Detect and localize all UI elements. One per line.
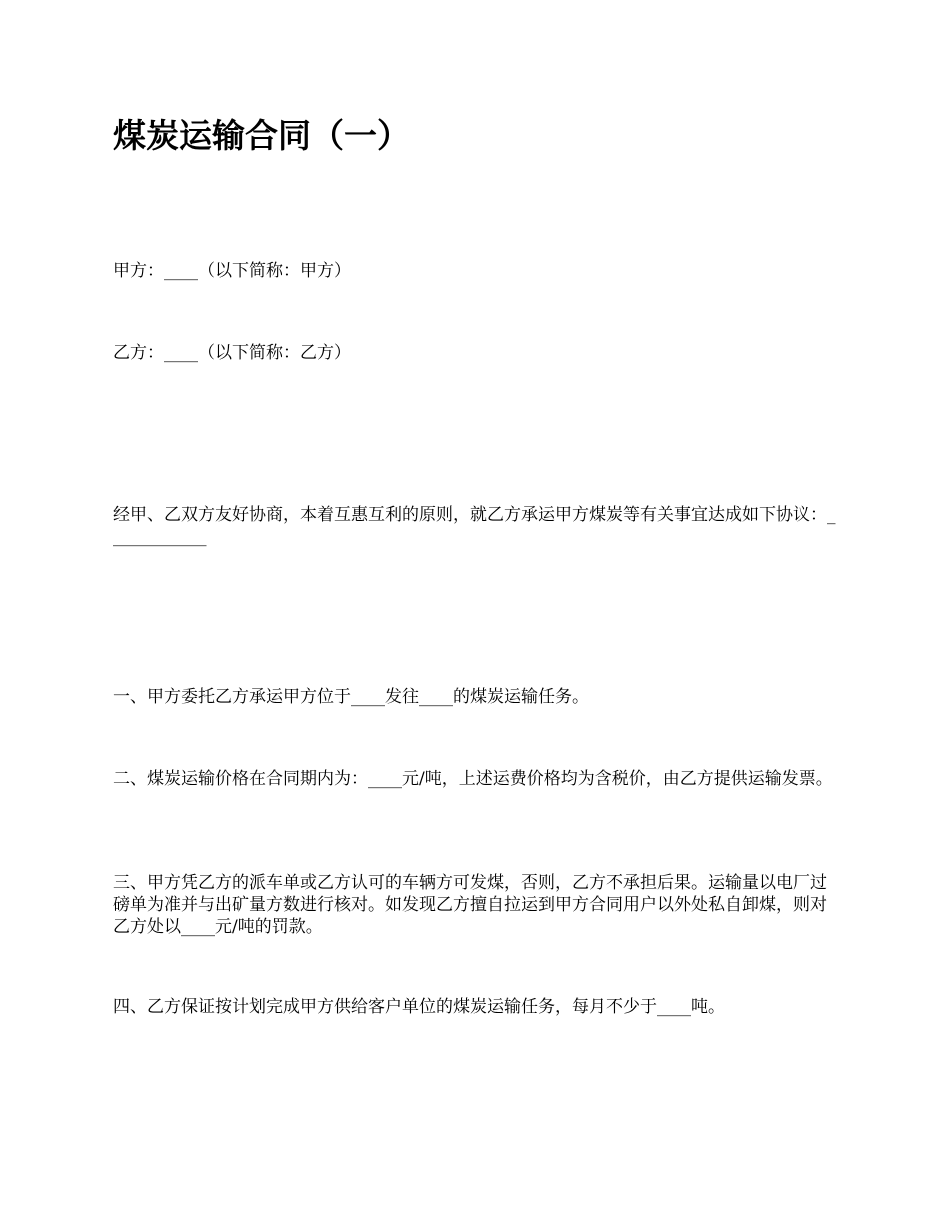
intro-paragraph: 经甲、乙双方友好协商，本着互惠互利的原则，就乙方承运甲方煤炭等有关事宜达成如下协议：____________ [113, 505, 836, 547]
clause-2: 二、煤炭运输价格在合同期内为：____元/吨，上述运费价格均为含税价，由乙方提供运输发票。 [113, 769, 833, 789]
clause-1: 一、甲方委托乙方承运甲方位于____发往____的煤炭运输任务。 [113, 687, 589, 707]
party-b-line: 乙方：____（以下简称：乙方） [113, 343, 351, 363]
clause-4: 四、乙方保证按计划完成甲方供给客户单位的煤炭运输任务，每月不少于____吨。 [113, 997, 725, 1017]
document-title: 煤炭运输合同（一） [113, 116, 410, 155]
clause-3: 三、甲方凭乙方的派车单或乙方认可的车辆方可发煤，否则，乙方不承担后果。运输量以电厂过磅单为准并与出矿量方数进行核对。如发现乙方擅自拉运到甲方合同用户以外处私自卸煤，则对乙方处以____元/吨的罚款。 [113, 873, 827, 937]
party-a-line: 甲方：____（以下简称：甲方） [113, 261, 351, 281]
